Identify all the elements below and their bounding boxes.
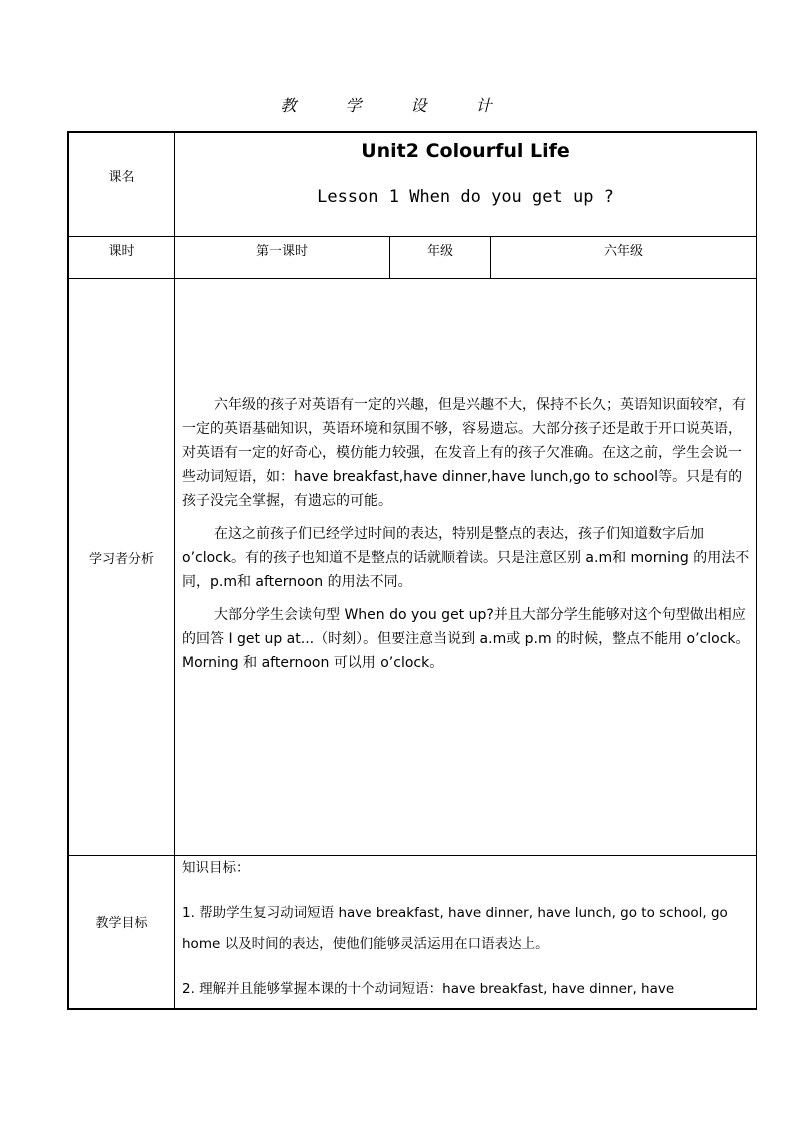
period-label: 课时 <box>108 244 135 259</box>
analysis-paragraph: 在这之前孩子们已经学过时间的表达，特别是整点的表达，孩子们知道数字后加 o’clock。有的孩子也知道不是整点的话就顺着读。只是注意区别 a.m和 morning 的用法不同，p.m和 afternoon 的用法不同。 <box>182 526 750 590</box>
goals-heading: 知识目标： <box>182 860 250 876</box>
period-value: 第一课时 <box>255 244 308 259</box>
goal-item: 2. 理解并且能够掌握本课的十个动词短语：have breakfast, have dinner, have <box>182 981 675 997</box>
grade-label: 年级 <box>426 244 453 259</box>
goals-label: 教学目标 <box>95 915 148 931</box>
analysis-text <box>182 393 752 684</box>
analysis-paragraph: 六年级的孩子对英语有一定的兴趣，但是兴趣不大，保持不长久；英语知识面较窄，有一定的英语基础知识，英语环境和氛围不够，容易遗忘。大部分孩子还是敢于开口说英语，对英语有一定的好奇心，模仿能力较强，在发音上有的孩子欠准确。在这之前，学生会说一些动词短语，如：have breakfast,have dinner,have lunch,go to school等。只是有的孩子没完全掌握，有遗忘的可能。 <box>182 397 746 509</box>
unit-title: Unit2 Colourful Life <box>361 140 570 162</box>
course-label: 课名 <box>108 170 135 185</box>
analysis-label: 学习者分析 <box>88 551 154 567</box>
page-title: 教 学 设 计 <box>280 96 514 115</box>
goals-content <box>182 858 752 1019</box>
analysis-paragraph: 大部分学生会读句型 When do you get up?并且大部分学生能够对这个句型做出相应的回答 I get up at...（时刻）。但要注意当说到 a.m或 p.m 的时候，整点不能用 o’clock。Morning 和 afternoon 可以用 o’clock。 <box>182 607 750 671</box>
column-divider <box>174 131 175 1010</box>
grade-value: 六年级 <box>603 244 643 259</box>
row-divider <box>68 236 757 237</box>
table-border-right <box>756 131 757 1010</box>
goal-item: 1. 帮助学生复习动词短语 have breakfast, have dinner, have lunch, go to school, go home 以及时间的表达，使他们能够灵活运用在口语表达上。 <box>182 905 728 952</box>
lesson-title: Lesson 1 When do you get up ? <box>317 187 614 207</box>
